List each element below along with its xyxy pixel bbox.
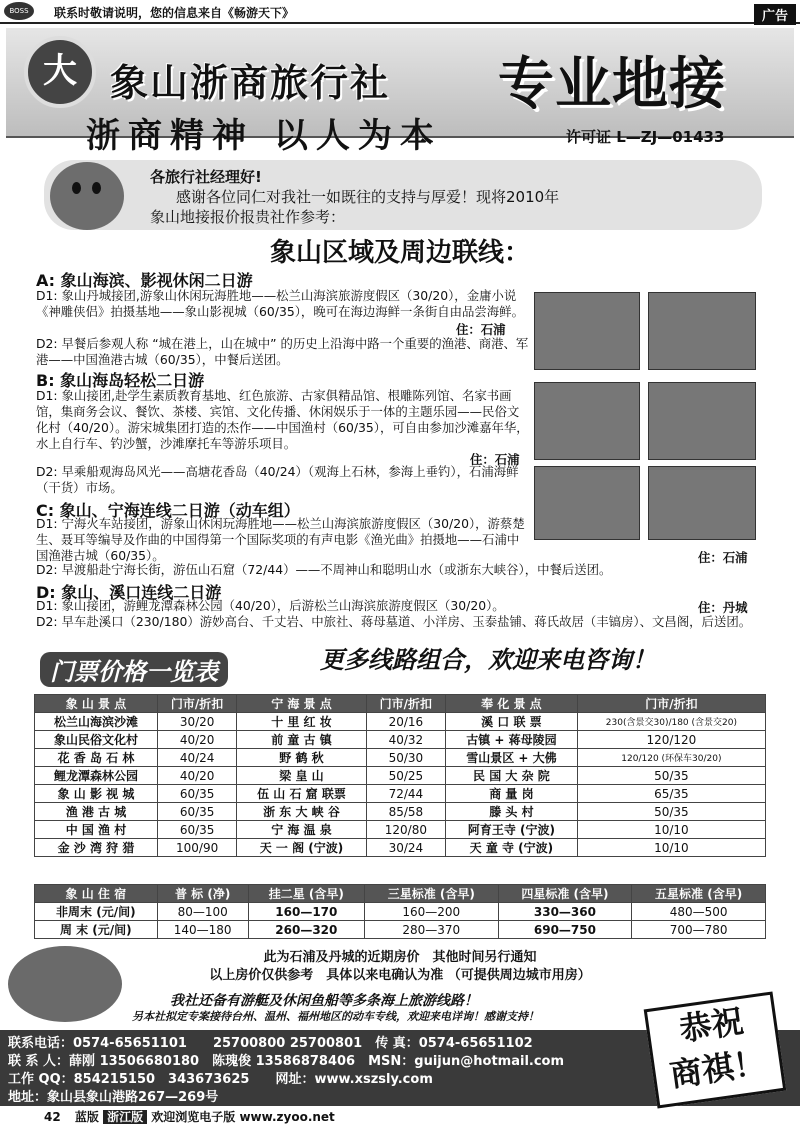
- table-cell: 50/35: [577, 767, 765, 785]
- table-cell: 渔 港 古 城: [35, 803, 158, 821]
- table-cell: 100/90: [157, 839, 236, 857]
- table-cell: 10/10: [577, 839, 765, 857]
- table-row: [35, 839, 766, 857]
- table-cell: 野 鹤 秋: [237, 749, 366, 767]
- footer: [0, 1108, 800, 1127]
- agency-logo: 大: [24, 36, 96, 108]
- route-d-stay: 住：丹城: [698, 600, 748, 615]
- col-header: 挂二星 (含早): [248, 885, 364, 903]
- table-row: [35, 767, 766, 785]
- table-cell: 700—780: [632, 921, 766, 939]
- table-cell: 金 沙 湾 狩 猎: [35, 839, 158, 857]
- greeting-line-2: 象山地接报价报贵社作参考：: [150, 208, 346, 226]
- contact-phone: 联系电话：0574-65651101 25700800 25700801 传 真：0574-65651102: [8, 1036, 533, 1051]
- table-cell: 40/20: [157, 731, 236, 749]
- table-row: [35, 731, 766, 749]
- table-cell: 花 香 岛 石 林: [35, 749, 158, 767]
- table-cell: 象 山 影 视 城: [35, 785, 158, 803]
- more-routes-banner: 更多线路组合，欢迎来电咨询！: [320, 646, 656, 674]
- route-d-day1: D1: 象山接团，游鲤龙潭森林公园（40/20），后游松兰山海滨旅游度假区（30/20）。: [36, 598, 505, 613]
- table-cell: 象山民俗文化村: [35, 731, 158, 749]
- section-title: 象山区域及周边联线：: [269, 238, 530, 268]
- col-header: 门市/折扣: [577, 695, 765, 713]
- company-name: 象山浙商旅行社: [110, 61, 391, 105]
- table-cell: 前 童 古 镇: [237, 731, 366, 749]
- ticket-heading: 门票价格一览表: [40, 652, 228, 687]
- table-cell: 40/32: [366, 731, 445, 749]
- table-cell: 330—360: [498, 903, 632, 921]
- table-cell: 690—750: [498, 921, 632, 939]
- table-cell: 非周末 (元/间): [35, 903, 158, 921]
- table-cell: 230(含景交30)/180 (含景交20): [577, 713, 765, 731]
- route-c-stay: 住：石浦: [698, 550, 748, 565]
- table-cell: 10/10: [577, 821, 765, 839]
- table-cell: 天 童 寺 (宁波): [446, 839, 578, 857]
- source-notice: 联系时敬请说明，您的信息来自《畅游天下》: [54, 6, 295, 20]
- table-cell: 260—320: [248, 921, 364, 939]
- table-cell: 天 一 阁 (宁波): [237, 839, 366, 857]
- table-cell: 阿育王寺 (宁波): [446, 821, 578, 839]
- route-c-day1: D1: 宁海火车站接团，游象山休闲玩海胜地——松兰山海滨旅游度假区（30/20），游蔡楚生、聂耳等编导及作曲的中国得第一个国际奖项的有声电影《渔光曲》拍摄地——石浦中国渔港古城（60/35）。: [36, 516, 525, 563]
- route-b-title: B: 象山海岛轻松二日游: [36, 371, 205, 390]
- col-header: 五星标准 (含早): [632, 885, 766, 903]
- table-row: [35, 921, 766, 939]
- table-cell: 50/35: [577, 803, 765, 821]
- col-header: 象 山 住 宿: [35, 885, 158, 903]
- table-cell: 商 量 岗: [446, 785, 578, 803]
- congrats-line-1: 恭祝: [677, 1001, 746, 1049]
- table-cell: 120/120: [577, 731, 765, 749]
- page-number: 42: [44, 1110, 61, 1124]
- table-row: [35, 749, 766, 767]
- table-cell: 85/58: [366, 803, 445, 821]
- table-cell: 30/20: [157, 713, 236, 731]
- route-a-stay: 住：石浦: [456, 322, 506, 337]
- island-photo: [8, 946, 122, 1022]
- hotel-note-2: 以上房价仅供参考 具体以来电确认为准 （可提供周边城市用房）: [209, 968, 591, 983]
- table-cell: 伍 山 石 窟 联票: [237, 785, 366, 803]
- ticket-price-table: [34, 694, 766, 857]
- col-header: 象 山 景 点: [35, 695, 158, 713]
- yacht-note: 我社还备有游艇及休闲鱼船等多条海上旅游线路！: [170, 993, 478, 1009]
- top-bar: [0, 0, 800, 24]
- table-cell: 60/35: [157, 785, 236, 803]
- table-cell: 周 末 (元/间): [35, 921, 158, 939]
- table-cell: 古镇 + 蒋母陵园: [446, 731, 578, 749]
- footer-website: 欢迎浏览电子版 www.zyoo.net: [151, 1110, 335, 1124]
- col-header: 门市/折扣: [366, 695, 445, 713]
- table-cell: 鲤龙潭森林公园: [35, 767, 158, 785]
- photo-crowded-beach: [534, 466, 640, 540]
- congrats-line-2: 商祺！: [667, 1043, 768, 1095]
- photo-beach-rocks: [534, 292, 640, 370]
- magazine-logo: BOSS: [4, 2, 34, 20]
- slogan-special: 专业地接: [498, 52, 726, 117]
- table-cell: 雪山景区 + 大佛: [446, 749, 578, 767]
- table-cell: 480—500: [632, 903, 766, 921]
- col-header: 四星标准 (含早): [498, 885, 632, 903]
- photo-sunset-rocks: [648, 466, 756, 540]
- photo-sea-hills: [648, 292, 756, 370]
- table-row: [35, 803, 766, 821]
- table-cell: 65/35: [577, 785, 765, 803]
- table-row: [35, 903, 766, 921]
- table-cell: 140—180: [157, 921, 248, 939]
- table-cell: 50/25: [366, 767, 445, 785]
- photo-bay: [648, 382, 756, 460]
- table-cell: 浙 东 大 峡 谷: [237, 803, 366, 821]
- col-header: 三星标准 (含早): [364, 885, 498, 903]
- table-cell: 60/35: [157, 821, 236, 839]
- route-c-title: C: 象山、宁海连线二日游（动车组）: [36, 501, 300, 520]
- table-cell: 120/120 (环保车30/20): [577, 749, 765, 767]
- table-cell: 160—170: [248, 903, 364, 921]
- route-c-day2: D2: 早渡船赴宁海长街，游伍山石窟（72/44）——不周神山和聪明山水（或浙东大峡谷），中餐后送团。: [36, 562, 612, 577]
- table-cell: 80—100: [157, 903, 248, 921]
- table-cell: 中 国 渔 村: [35, 821, 158, 839]
- congrats-stamp: [644, 991, 787, 1108]
- route-a-day2: D2: 早餐后参观人称 “城在港上，山在城中” 的历史上沿海中路一个重要的渔港、商港、军港——中国渔港古城（60/35），中餐后送团。: [36, 336, 529, 367]
- table-cell: 40/24: [157, 749, 236, 767]
- region-tag: 浙江版: [103, 1110, 147, 1124]
- ad-badge: 广告: [754, 4, 796, 25]
- table-cell: 280—370: [364, 921, 498, 939]
- table-cell: 梁 皇 山: [237, 767, 366, 785]
- table-cell: 120/80: [366, 821, 445, 839]
- edition-label: 蓝版: [74, 1110, 99, 1124]
- route-b-day1: D1: 象山接团,赴学生素质教育基地、红色旅游、古家俱精品馆、根雕陈列馆、名家书画馆，集商务会议、餐饮、茶楼、宾馆、文化传播、休闲娱乐于一体的主题乐园——民俗文化村（40/20）。游宋城集团打造的杰作——中国渔村（60/35），可自由参加沙滩嘉年华，水上自行车、钓沙蟹，沙滩摩托车等游乐项目。: [36, 388, 529, 451]
- route-d-day2: D2: 早车赴溪口（230/180）游妙高台、千丈岩、中旅社、蒋母墓道、小洋房、玉泰盐铺、蒋氏故居（丰镐房）、文昌阁，后送团。: [36, 614, 752, 629]
- route-a-day1: D1: 象山丹城接团,游象山休闲玩海胜地——松兰山海滨旅游度假区（30/20），金庸小说《神雕侠侣》拍摄基地——象山影视城（60/35），晚可在海边海鲜一条街自由品尝海鲜。: [36, 288, 524, 319]
- table-cell: 160—200: [364, 903, 498, 921]
- table-cell: 宁 海 温 泉: [237, 821, 366, 839]
- motto: 浙商精神 以人为本: [86, 116, 442, 156]
- route-b-day2: D2: 早乘船观海岛风光——高塘花香岛（40/24）（观海上石林，参海上垂钓），石浦海鲜（干货）市场。: [36, 464, 519, 495]
- greeting-line-1: 感谢各位同仁对我社一如既往的支持与厚爱！现将2010年: [176, 188, 560, 206]
- photo-coast-town: [534, 382, 640, 460]
- col-header: 普 标 (净): [157, 885, 248, 903]
- route-d-title: D: 象山、溪口连线二日游: [36, 583, 222, 602]
- table-cell: 20/16: [366, 713, 445, 731]
- contact-address: 地址：象山县象山港路267—269号: [8, 1090, 219, 1105]
- table-cell: 十 里 红 妆: [237, 713, 366, 731]
- table-row: [35, 821, 766, 839]
- col-header: 门市/折扣: [157, 695, 236, 713]
- contact-person: 联 系 人：薛刚 13506680180 陈瑰俊 13586878406 MSN：guijun@hotmail.com: [8, 1054, 565, 1069]
- col-header: 宁 海 景 点: [237, 695, 366, 713]
- hotel-note-1: 此为石浦及丹城的近期房价 其他时间另行通知: [263, 950, 537, 965]
- table-cell: 松兰山海滨沙滩: [35, 713, 158, 731]
- table-cell: 40/20: [157, 767, 236, 785]
- table-cell: 溪 口 联 票: [446, 713, 578, 731]
- table-row: [35, 713, 766, 731]
- route-b-stay: 住：石浦: [470, 452, 520, 467]
- table-cell: 30/24: [366, 839, 445, 857]
- table-cell: 72/44: [366, 785, 445, 803]
- hotel-price-table: [34, 884, 766, 939]
- table-cell: 60/35: [157, 803, 236, 821]
- table-row: [35, 785, 766, 803]
- train-note: 另本社拟定专案接待台州、温州、福州地区的动车专线，欢迎来电详询！感谢支持！: [132, 1010, 539, 1023]
- table-cell: 滕 头 村: [446, 803, 578, 821]
- route-a-title: A: 象山海滨、影视休闲二日游: [36, 271, 253, 290]
- contact-qq: 工作 QQ：854215150 343673625 网址：www.xszsly.com: [8, 1072, 433, 1087]
- table-cell: 50/30: [366, 749, 445, 767]
- table-cell: 民 国 大 杂 院: [446, 767, 578, 785]
- col-header: 奉 化 景 点: [446, 695, 578, 713]
- license-number: 许可证 L—ZJ—01433: [566, 128, 725, 146]
- smiley-icon: [50, 162, 124, 230]
- greeting-title: 各旅行社经理好!: [150, 168, 262, 186]
